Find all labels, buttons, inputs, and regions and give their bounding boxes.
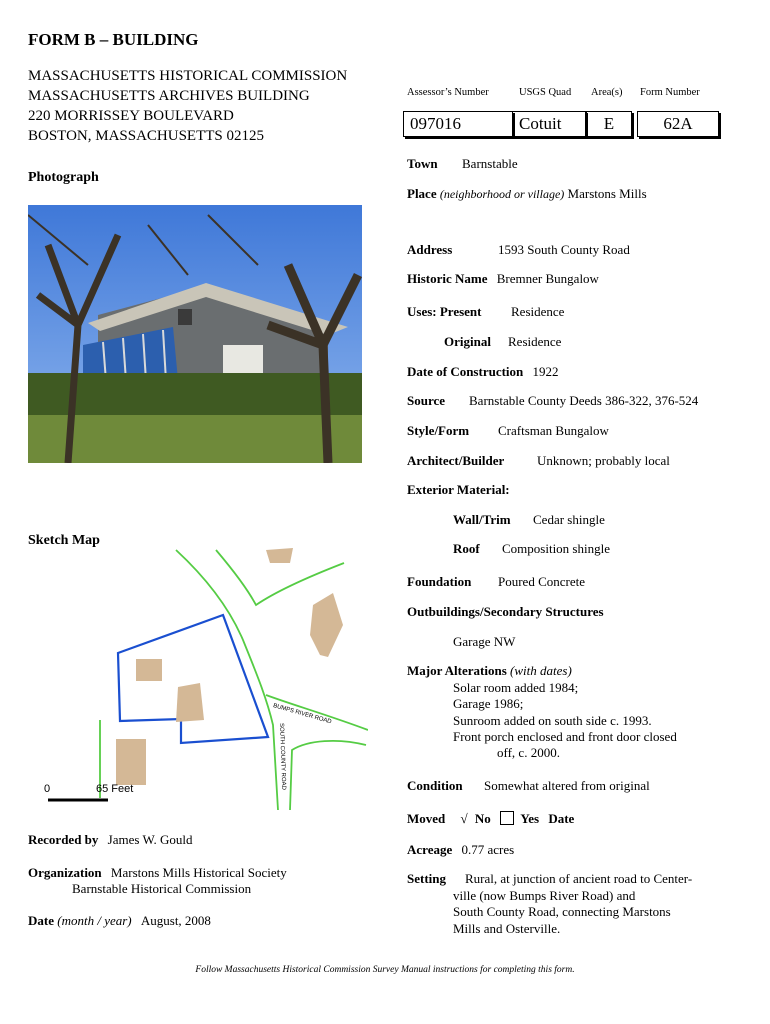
areas-box: E bbox=[586, 111, 632, 137]
place-value: Marstons Mills bbox=[567, 186, 647, 201]
assessor-number-box: 097016 bbox=[403, 111, 513, 137]
historic-name-label: Historic Name bbox=[407, 271, 488, 286]
scale-zero-label: 0 bbox=[44, 783, 51, 795]
acreage-value: 0.77 acres bbox=[461, 842, 515, 857]
wall-trim-value: Cedar shingle bbox=[533, 512, 605, 527]
moved-label: Moved bbox=[407, 811, 446, 826]
date-value: August, 2008 bbox=[140, 913, 211, 928]
photograph-label: Photograph bbox=[28, 170, 99, 185]
scale-end-label: 65 Feet bbox=[96, 783, 134, 795]
outbuildings-label: Outbuildings/Secondary Structures bbox=[407, 604, 604, 619]
acreage-label: Acreage bbox=[407, 842, 453, 857]
moved-no-label: No bbox=[474, 811, 491, 826]
style-form-value: Craftsman Bungalow bbox=[498, 423, 609, 438]
month-year-note: (month / year) bbox=[57, 913, 132, 928]
photo-illustration bbox=[28, 205, 362, 463]
bumps-river-road-label: BUMPS RIVER ROAD bbox=[272, 703, 333, 726]
uses-present-value: Residence bbox=[511, 304, 565, 319]
uses-present-label: Uses: Present bbox=[407, 304, 482, 319]
place-note: (neighborhood or village) bbox=[439, 187, 565, 201]
commission-line-1: MASSACHUSETTS HISTORICAL COMMISSION bbox=[28, 68, 348, 84]
original-use-value: Residence bbox=[508, 334, 562, 349]
alteration-line-2: Garage 1986; bbox=[453, 696, 524, 711]
address-value: 1593 South County Road bbox=[498, 242, 630, 257]
wall-trim-label: Wall/Trim bbox=[453, 512, 511, 527]
town-value: Barnstable bbox=[462, 156, 518, 171]
sketch-map bbox=[28, 545, 368, 815]
condition-value: Somewhat altered from original bbox=[484, 778, 650, 793]
town-label: Town bbox=[407, 156, 438, 171]
architect-builder-value: Unknown; probably local bbox=[537, 453, 670, 468]
setting-line-4: Mills and Osterville. bbox=[453, 921, 561, 936]
building-photograph bbox=[28, 205, 362, 463]
roof-value: Composition shingle bbox=[502, 541, 610, 556]
sketch-map-label: Sketch Map bbox=[28, 533, 100, 548]
recorded-by-value: James W. Gould bbox=[107, 832, 193, 847]
alteration-line-5: off, c. 2000. bbox=[497, 745, 560, 760]
place-label: Place bbox=[407, 186, 437, 201]
organization-line-2: Barnstable Historical Commission bbox=[72, 881, 252, 896]
setting-line-3: South County Road, connecting Marstons bbox=[453, 904, 671, 919]
usgs-quad-box: Cotuit bbox=[512, 111, 586, 137]
form-number-box: 62A bbox=[637, 111, 719, 137]
setting-line-2: ville (now Bumps River Road) and bbox=[453, 888, 636, 903]
date-of-construction-value: 1922 bbox=[532, 364, 559, 379]
sketch-map-drawing bbox=[28, 545, 368, 815]
moved-yes-checkbox[interactable] bbox=[500, 811, 514, 825]
footer-instructions: Follow Massachusetts Historical Commission Survey Manual instructions for completing this form. bbox=[195, 965, 575, 975]
commission-line-4: BOSTON, MASSACHUSETTS 02125 bbox=[28, 128, 265, 144]
form-number-label: Form Number bbox=[640, 87, 700, 98]
setting-label: Setting bbox=[407, 871, 446, 886]
foundation-value: Poured Concrete bbox=[498, 574, 586, 589]
major-alterations-label: Major Alterations bbox=[407, 663, 507, 678]
address-label: Address bbox=[407, 242, 453, 257]
exterior-material-label: Exterior Material: bbox=[407, 482, 510, 497]
architect-builder-label: Architect/Builder bbox=[407, 453, 505, 468]
recorded-by-label: Recorded by bbox=[28, 832, 99, 847]
moved-yes-label: Yes bbox=[520, 811, 540, 826]
style-form-label: Style/Form bbox=[407, 423, 470, 438]
original-use-label: Original bbox=[444, 334, 491, 349]
outbuildings-value: Garage NW bbox=[453, 634, 516, 649]
south-county-road-label: SOUTH COUNTY ROAD bbox=[278, 723, 287, 791]
alteration-line-1: Solar room added 1984; bbox=[453, 680, 579, 695]
areas-label: Area(s) bbox=[591, 87, 623, 98]
with-dates-note: (with dates) bbox=[510, 663, 572, 678]
alteration-line-4: Front porch enclosed and front door closed bbox=[453, 729, 677, 744]
moved-date-label: Date bbox=[548, 811, 575, 826]
source-value: Barnstable County Deeds 386-322, 376-524 bbox=[469, 393, 699, 408]
date-of-construction-label: Date of Construction bbox=[407, 364, 524, 379]
setting-line-1: Rural, at junction of ancient road to Center- bbox=[465, 871, 693, 886]
organization-label: Organization bbox=[28, 865, 102, 880]
commission-line-3: 220 MORRISSEY BOULEVARD bbox=[28, 108, 234, 124]
source-label: Source bbox=[407, 393, 446, 408]
foundation-label: Foundation bbox=[407, 574, 472, 589]
form-title: FORM B – BUILDING bbox=[28, 30, 199, 49]
date-label: Date bbox=[28, 913, 54, 928]
assessor-number-label: Assessor’s Number bbox=[407, 87, 489, 98]
commission-line-2: MASSACHUSETTS ARCHIVES BUILDING bbox=[28, 88, 310, 104]
alteration-line-3: Sunroom added on south side c. 1993. bbox=[453, 713, 652, 728]
organization-line-1: Marstons Mills Historical Society bbox=[110, 865, 287, 880]
condition-label: Condition bbox=[407, 778, 463, 793]
roof-label: Roof bbox=[453, 541, 480, 556]
moved-check-mark: √ bbox=[460, 811, 468, 826]
usgs-quad-label: USGS Quad bbox=[519, 87, 572, 98]
historic-name-value: Bremner Bungalow bbox=[496, 271, 599, 286]
